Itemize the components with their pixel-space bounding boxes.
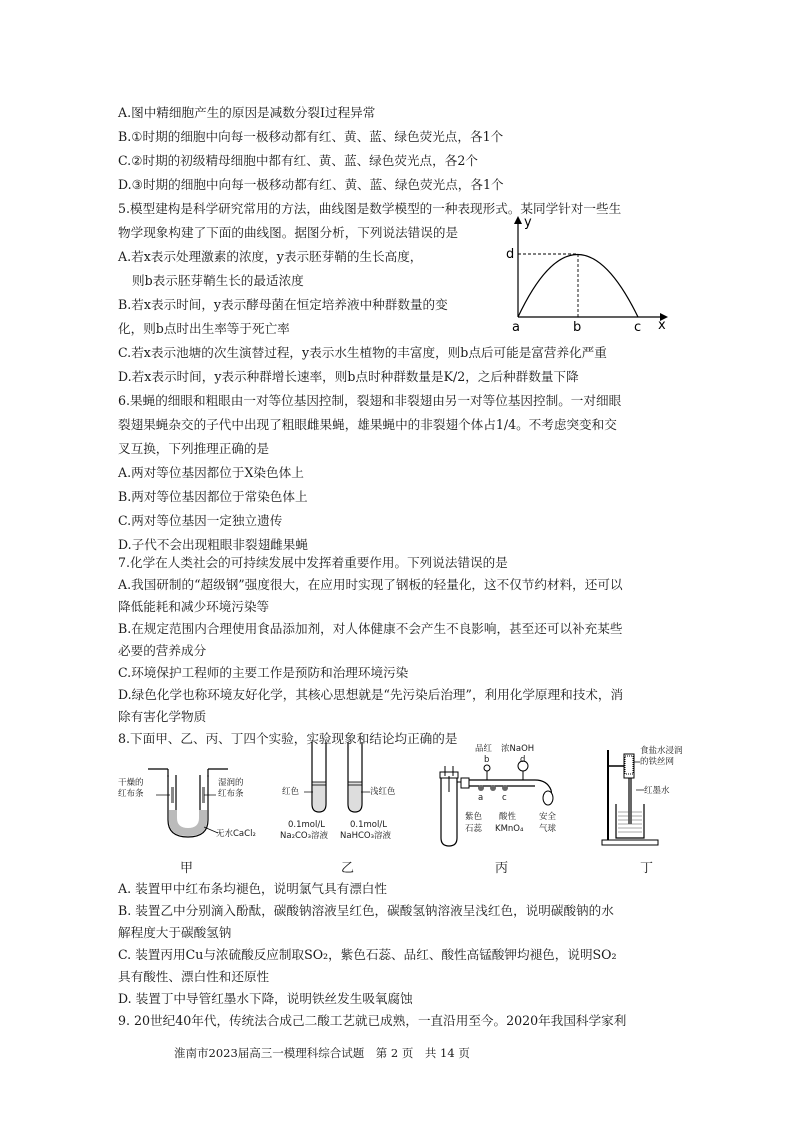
q8-stem: 8.下面甲、乙、丙、丁四个实验，实验现象和结论均正确的是 xyxy=(118,731,458,746)
bing-c-label: c xyxy=(502,793,507,803)
yi-solution2-conc: 0.1mol/L xyxy=(350,820,387,830)
q5-option-c: C.若x表示池塘的次生演替过程，y表示水生植物的丰富度，则b点后可能是富营养化严重 xyxy=(118,345,607,360)
bing-pinhong-label: 品红 xyxy=(475,744,493,754)
q7-option-d-line1: D.绿色化学也称环境友好化学，其核心思想就是“先污染后治理”，利用化学原理和技术，消 xyxy=(118,687,624,702)
graph-b-label: b xyxy=(573,320,582,335)
page-footer: 淮南市2023届高三一模理科综合试题 第 2 页 共 14 页 xyxy=(174,1046,470,1060)
q5-stem-line2: 物学现象构建了下面的曲线图。据图分析，下列说法错误的是 xyxy=(118,225,459,240)
q6-option-b: B.两对等位基因都位于常染色体上 xyxy=(118,489,308,504)
bing-kmno4-label-1: 酸性 xyxy=(499,812,517,822)
q5-option-b-line2: 化，则b点时出生率等于死亡率 xyxy=(118,321,290,336)
q6-stem-line1: 6.果蝇的细眼和粗眼由一对等位基因控制，裂翅和非裂翅由另一对等位基因控制。一对细眼 xyxy=(118,393,622,408)
q8-option-b-line2: 解程度大于碳酸氢钠 xyxy=(118,925,232,940)
jia-cacl2-label: 无水CaCl₂ xyxy=(216,829,256,839)
graph-d-label: d xyxy=(506,247,515,262)
q7-option-d-line2: 除有害化学物质 xyxy=(118,709,207,724)
apparatus-ding xyxy=(600,744,700,850)
yi-red-label: 红色 xyxy=(282,787,300,797)
bing-a-label: a xyxy=(478,793,484,803)
q6-option-a: A.两对等位基因都位于X染色体上 xyxy=(118,465,304,480)
apparatus-bing-label: 丙 xyxy=(495,861,509,876)
bing-d-label: d xyxy=(520,755,526,765)
jia-dry-label-2: 红布条 xyxy=(118,789,144,799)
q7-option-a-line1: A.我国研制的“超级钢”强度很大，在应用时实现了钢板的轻量化，这不仅节约材料，还可以 xyxy=(118,577,623,592)
ding-wire-label-2: 的铁丝网 xyxy=(640,757,675,767)
q6-stem-line2: 裂翅果蝇杂交的子代中出现了粗眼雌果蝇，雄果蝇中的非裂翅个体占1/4。不考虑突变和交 xyxy=(118,417,617,432)
apparatus-jia-label: 甲 xyxy=(180,861,194,876)
q5-option-d: D.若x表示时间，y表示种群增长速率，则b点时种群数量是K/2，之后种群数量下降 xyxy=(118,369,579,384)
ding-wire-label-1: 食盐水浸润 xyxy=(640,746,683,756)
graph-c-label: c xyxy=(634,320,642,335)
q7-stem: 7.化学在人类社会的可持续发展中发挥着重要作用。下列说法错误的是 xyxy=(118,555,508,570)
bing-qiqiu-label-1: 安全 xyxy=(539,812,557,822)
jia-wet-label-2: 红布条 xyxy=(218,789,244,799)
graph-y-label: y xyxy=(524,215,532,230)
q7-option-c: C.环境保护工程师的主要工作是预防和治理环境污染 xyxy=(118,665,409,680)
q6-option-c: C.两对等位基因一定独立遗传 xyxy=(118,513,283,528)
apparatus-yi-label: 乙 xyxy=(341,861,355,876)
q4-option-c: C.②时期的初级精母细胞中都有红、黄、蓝、绿色荧光点，各2个 xyxy=(118,153,478,168)
apparatus-jia xyxy=(118,755,258,855)
q9-stem: 9. 20世纪40年代，传统法合成己二酸工艺就已成熟，一直沿用至今。2020年我国科学家利 xyxy=(118,1013,627,1028)
q4-option-a: A.图中精细胞产生的原因是减数分裂Ⅰ过程异常 xyxy=(118,105,376,120)
graph-x-label: x xyxy=(658,318,666,333)
q7-option-a-line2: 降低能耗和减少环境污染等 xyxy=(118,599,270,614)
q5-option-a-line2: 则b表示胚芽鞘生长的最适浓度 xyxy=(132,273,304,288)
q6-option-d: D.子代不会出现粗眼非裂翅雌果蝇 xyxy=(118,537,308,552)
yi-solution1-name: Na₂CO₃溶液 xyxy=(280,831,329,841)
q6-stem-line3: 叉互换，下列推理正确的是 xyxy=(118,441,270,456)
yi-solution1-conc: 0.1mol/L xyxy=(288,820,325,830)
bing-b-label: b xyxy=(484,755,490,765)
q8-option-b-line1: B. 装置乙中分别滴入酚酞，碳酸钠溶液呈红色，碳酸氢钠溶液呈浅红色，说明碳酸钠的水 xyxy=(118,903,614,918)
apparatus-ding-label: 丁 xyxy=(640,861,654,876)
ding-ink-label: 红墨水 xyxy=(644,786,670,796)
bing-kmno4-label-2: KMnO₄ xyxy=(495,824,524,834)
q5-curve-graph xyxy=(500,212,675,337)
q8-option-a: A. 装置甲中红布条均褪色，说明氯气具有漂白性 xyxy=(118,881,387,896)
bing-naoh-label: 浓NaOH xyxy=(501,744,535,754)
q5-option-a-line1: A.若x表示处理激素的浓度，y表示胚芽鞘的生长高度， xyxy=(118,249,423,264)
bing-qiqiu-label-2: 气球 xyxy=(539,824,557,834)
q7-option-b-line2: 必要的营养成分 xyxy=(118,643,207,658)
bing-shirui-label-2: 石蕊 xyxy=(465,824,483,834)
q5-option-b-line1: B.若x表示时间，y表示酵母菌在恒定培养液中种群数量的变 xyxy=(118,297,448,312)
q4-option-b: B.①时期的细胞中向每一极移动都有红、黄、蓝、绿色荧光点，各1个 xyxy=(118,129,504,144)
q7-option-b-line1: B.在规定范围内合理使用食品添加剂，对人体健康不会产生不良影响，甚至还可以补充某些 xyxy=(118,621,623,636)
yi-solution2-name: NaHCO₃溶液 xyxy=(340,831,391,841)
bing-shirui-label-1: 紫色 xyxy=(465,812,483,822)
apparatus-bing xyxy=(435,742,570,852)
graph-a-label: a xyxy=(512,320,520,335)
q4-option-d: D.③时期的细胞中向每一极移动都有红、黄、蓝、绿色荧光点，各1个 xyxy=(118,177,504,192)
yi-light-red-label: 浅红色 xyxy=(370,787,396,797)
q8-option-d: D. 装置丁中导管红墨水下降，说明铁丝发生吸氧腐蚀 xyxy=(118,991,413,1006)
apparatus-yi xyxy=(280,738,420,850)
q8-option-c-line2: 具有酸性、漂白性和还原性 xyxy=(118,969,270,984)
q5-stem-line1: 5.模型建构是科学研究常用的方法，曲线图是数学模型的一种表现形式。某同学针对一些生 xyxy=(118,201,622,216)
jia-dry-label-1: 干燥的 xyxy=(118,778,144,788)
q8-option-c-line1: C. 装置丙用Cu与浓硫酸反应制取SO₂，紫色石蕊、品红、酸性高锰酸钾均褪色，说明SO₂ xyxy=(118,947,617,962)
jia-wet-label-1: 湿润的 xyxy=(218,778,244,788)
